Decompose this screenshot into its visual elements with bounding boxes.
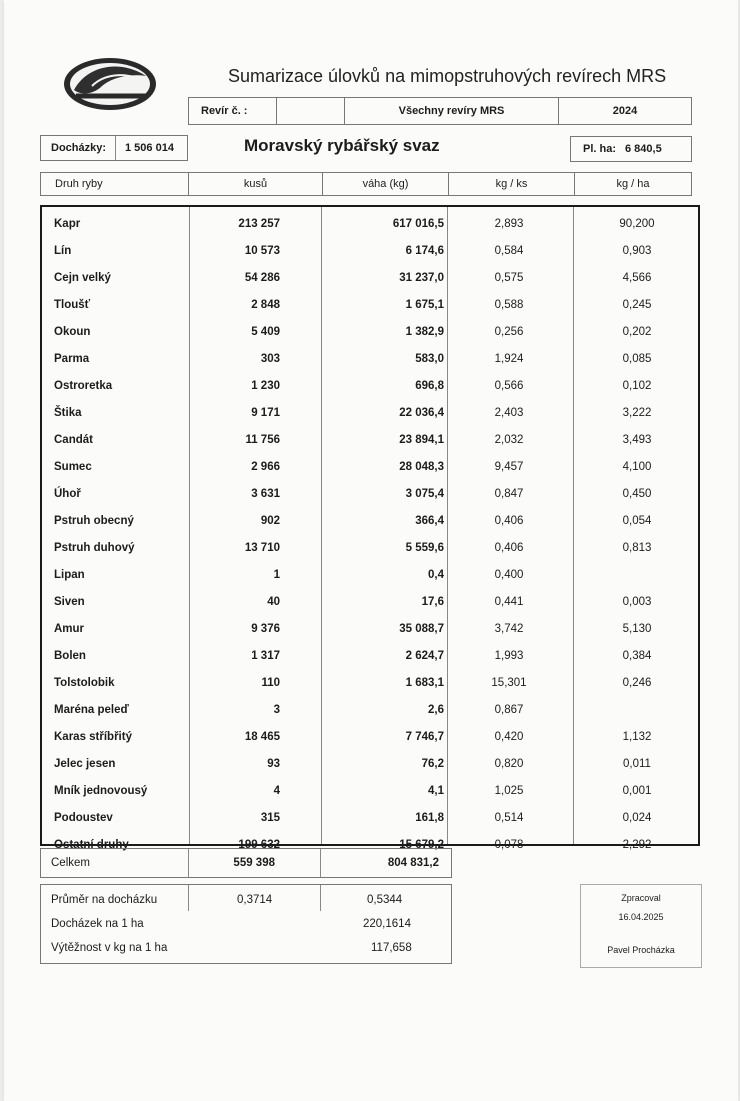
table-row (42, 616, 698, 643)
kg-per-piece-value: 0,441 (494, 596, 524, 608)
count-value: 11 756 (245, 434, 280, 446)
species-name: Jelec jesen (54, 758, 116, 770)
species-name: Amur (54, 623, 85, 635)
species-name: Sumec (54, 461, 92, 473)
table-row (42, 238, 698, 265)
kg-per-ha-value: 3,222 (622, 407, 652, 419)
stat-row (41, 911, 451, 937)
table-row (42, 724, 698, 751)
species-name: Ostatní druhy (54, 839, 129, 851)
table-row (42, 535, 698, 562)
weight-value: 583,0 (415, 353, 444, 365)
weight-value: 15 679,2 (399, 839, 444, 851)
count-value: 18 465 (244, 731, 280, 743)
kg-per-ha-value: 5,130 (622, 623, 652, 635)
kg-per-ha-value: 90,200 (619, 218, 655, 230)
weight-value: 3 075,4 (405, 488, 444, 500)
species-name: Pstruh obecný (54, 515, 134, 527)
processed-by-box (580, 884, 702, 968)
weight-value: 17,6 (421, 596, 444, 608)
table-row (42, 319, 698, 346)
kg-per-ha-value: 1,132 (622, 731, 652, 743)
kg-per-piece-value: 0,406 (494, 515, 524, 527)
plocha-value: 6 840,5 (625, 143, 662, 155)
kg-per-piece-value: 0,584 (494, 245, 524, 257)
species-name: Tolstolobik (54, 677, 115, 689)
kg-per-piece-value: 1,025 (494, 785, 524, 797)
count-value: 4 (273, 785, 280, 797)
kg-per-ha-value: 0,003 (622, 596, 652, 608)
year: 2024 (612, 105, 638, 117)
table-row (42, 778, 698, 805)
kg-per-ha-value: 0,011 (623, 758, 651, 770)
table-row (42, 292, 698, 319)
weight-value: 28 048,3 (399, 461, 444, 473)
kg-per-ha-value: 0,202 (622, 326, 652, 338)
table-row (42, 373, 698, 400)
kg-per-ha-value: 3,493 (622, 434, 652, 446)
kg-per-ha-value: 0,450 (622, 488, 652, 500)
total-kusu: 559 398 (233, 857, 275, 869)
stat-row (41, 887, 451, 913)
total-label: Celkem (51, 857, 90, 869)
col-header-vaha: váha (kg) (323, 173, 449, 195)
kg-per-ha-value: 0,085 (622, 353, 652, 365)
count-value: 93 (267, 758, 280, 770)
dochazky-value: 1 506 014 (125, 142, 174, 154)
species-name: Lín (54, 245, 72, 257)
count-value: 40 (267, 596, 280, 608)
weight-value: 2 624,7 (405, 650, 444, 662)
col-header-species: Druh ryby (41, 173, 189, 195)
species-name: Maréna peleď (54, 704, 129, 716)
species-name: Mník jednovousý (54, 785, 148, 797)
kg-per-piece-value: 0,820 (494, 758, 524, 770)
statistics-box (40, 884, 452, 964)
processed-date: 16.04.2025 (618, 912, 664, 922)
column-header-row (40, 172, 692, 196)
table-row (42, 211, 698, 238)
count-value: 902 (260, 515, 280, 527)
kg-per-piece-value: 0,514 (494, 812, 524, 824)
species-name: Lipan (54, 569, 85, 581)
weight-value: 76,2 (421, 758, 444, 770)
species-name: Cejn velký (54, 272, 111, 284)
count-value: 2 966 (251, 461, 280, 473)
processed-name: Pavel Procházka (607, 945, 675, 955)
count-value: 2 848 (251, 299, 280, 311)
stat-value-2: 0,5344 (367, 894, 403, 906)
kg-per-ha-value: 0,024 (622, 812, 652, 824)
weight-value: 22 036,4 (399, 407, 444, 419)
kg-per-piece-value: 0,847 (494, 488, 524, 500)
weight-value: 161,8 (415, 812, 444, 824)
table-row (42, 481, 698, 508)
count-value: 1 230 (251, 380, 280, 392)
count-value: 9 376 (251, 623, 280, 635)
weight-value: 1 382,9 (405, 326, 444, 338)
weight-value: 23 894,1 (399, 434, 444, 446)
species-name: Bolen (54, 650, 86, 662)
table-row (42, 805, 698, 832)
table-row (42, 400, 698, 427)
species-name: Tloušť (54, 299, 91, 311)
divider (115, 136, 116, 160)
kg-per-piece-value: 0,406 (494, 542, 524, 554)
table-row (42, 454, 698, 481)
species-name: Pstruh duhový (54, 542, 135, 554)
kg-per-ha-value: 4,100 (622, 461, 652, 473)
stat-label: Docházek na 1 ha (51, 918, 144, 930)
weight-value: 1 683,1 (405, 677, 444, 689)
fish-emblem-logo (62, 56, 158, 112)
count-value: 3 (273, 704, 280, 716)
count-value: 1 317 (251, 650, 280, 662)
stat-label: Výtěžnost v kg na 1 ha (51, 942, 168, 954)
kg-per-piece-value: 0,566 (494, 380, 524, 392)
kg-per-ha-value: 2,292 (622, 839, 652, 851)
revir-label: Revír č. : (189, 98, 277, 124)
weight-value: 1 675,1 (405, 299, 444, 311)
count-value: 54 286 (244, 272, 280, 284)
column-divider (320, 849, 321, 877)
species-name: Kapr (54, 218, 81, 230)
weight-value: 366,4 (415, 515, 444, 527)
processed-label: Zpracoval (621, 893, 661, 903)
table-row (42, 589, 698, 616)
kg-per-piece-value: 0,575 (494, 272, 524, 284)
table-row (42, 562, 698, 589)
weight-value: 7 746,7 (405, 731, 444, 743)
kg-per-piece-value: 3,742 (494, 623, 524, 635)
catch-table (40, 205, 700, 851)
weight-value: 5 559,6 (405, 542, 444, 554)
kg-per-ha-value: 0,001 (622, 785, 652, 797)
weight-value: 0,4 (428, 569, 444, 581)
count-value: 315 (260, 812, 280, 824)
weight-value: 6 174,6 (405, 245, 444, 257)
species-name: Štika (54, 407, 82, 419)
weight-value: 696,8 (415, 380, 444, 392)
table-row (42, 346, 698, 373)
col-header-kgks: kg / ks (449, 173, 575, 195)
weight-value: 35 088,7 (399, 623, 444, 635)
weight-value: 4,1 (428, 785, 444, 797)
plocha-box (570, 136, 692, 162)
kg-per-piece-value: 0,078 (494, 839, 524, 851)
col-header-kgha: kg / ha (616, 178, 650, 190)
species-name: Podoustev (54, 812, 113, 824)
table-row (42, 265, 698, 292)
count-value: 199 632 (238, 839, 280, 851)
column-divider (188, 849, 189, 877)
count-value: 13 710 (244, 542, 280, 554)
count-value: 213 257 (238, 218, 280, 230)
kg-per-piece-value: 0,400 (494, 569, 524, 581)
species-name: Okoun (54, 326, 91, 338)
kg-per-ha-value: 0,054 (622, 515, 652, 527)
organization-title: Moravský rybářský svaz (244, 136, 440, 155)
table-row (42, 751, 698, 778)
count-value: 3 631 (251, 488, 280, 500)
total-row (40, 848, 452, 878)
revir-value: Všechny revíry MRS (345, 98, 559, 124)
dochazky-label: Docházky: (51, 142, 107, 154)
weight-value: 31 237,0 (399, 272, 444, 284)
kg-per-piece-value: 2,032 (494, 434, 524, 446)
kg-per-ha-value: 0,102 (622, 380, 652, 392)
count-value: 1 (273, 569, 280, 581)
kg-per-ha-value: 0,245 (622, 299, 652, 311)
stat-row (41, 935, 451, 961)
table-row (42, 643, 698, 670)
species-name: Úhoř (54, 488, 81, 500)
table-row (42, 670, 698, 697)
count-value: 303 (260, 353, 280, 365)
document-title: Sumarizace úlovků na mimopstruhových revírech MRS (228, 66, 667, 86)
kg-per-piece-value: 0,588 (494, 299, 524, 311)
kg-per-piece-value: 1,924 (494, 353, 524, 365)
kg-per-ha-value: 4,566 (622, 272, 652, 284)
table-row (42, 697, 698, 724)
count-value: 5 409 (251, 326, 280, 338)
species-name: Siven (54, 596, 85, 608)
kg-per-piece-value: 1,993 (494, 650, 524, 662)
stat-label: Průměr na docházku (51, 894, 158, 906)
count-value: 110 (261, 677, 280, 689)
kg-per-piece-value: 0,420 (494, 731, 524, 743)
stat-value-2: 117,658 (371, 942, 412, 954)
kg-per-piece-value: 0,867 (494, 704, 524, 716)
count-value: 10 573 (244, 245, 280, 257)
kg-per-ha-value: 0,384 (622, 650, 652, 662)
kg-per-ha-value: 0,813 (622, 542, 652, 554)
kg-per-piece-value: 15,301 (491, 677, 527, 689)
kg-per-ha-value: 0,903 (622, 245, 652, 257)
kg-per-ha-value: 0,246 (622, 677, 652, 689)
stat-value-2: 220,1614 (363, 918, 411, 930)
kg-per-piece-value: 2,893 (494, 218, 524, 230)
count-value: 9 171 (251, 407, 280, 419)
revir-info-box (188, 97, 692, 125)
revir-number-cell (277, 98, 345, 124)
plocha-label: Pl. ha: (583, 143, 617, 155)
kg-per-piece-value: 0,256 (494, 326, 524, 338)
species-name: Candát (54, 434, 93, 446)
total-vaha: 804 831,2 (387, 857, 439, 869)
weight-value: 2,6 (428, 704, 444, 716)
weight-value: 617 016,5 (392, 218, 444, 230)
stat-value-1: 0,3714 (237, 894, 273, 906)
kg-per-piece-value: 9,457 (494, 461, 524, 473)
kg-per-piece-value: 2,403 (494, 407, 524, 419)
table-row (42, 508, 698, 535)
table-row (42, 427, 698, 454)
col-header-kusu: kusů (189, 173, 323, 195)
species-name: Ostroretka (54, 380, 113, 392)
species-name: Parma (54, 353, 90, 365)
dochazky-box (40, 135, 188, 161)
species-name: Karas stříbřitý (54, 731, 132, 743)
document-page (4, 0, 738, 1101)
